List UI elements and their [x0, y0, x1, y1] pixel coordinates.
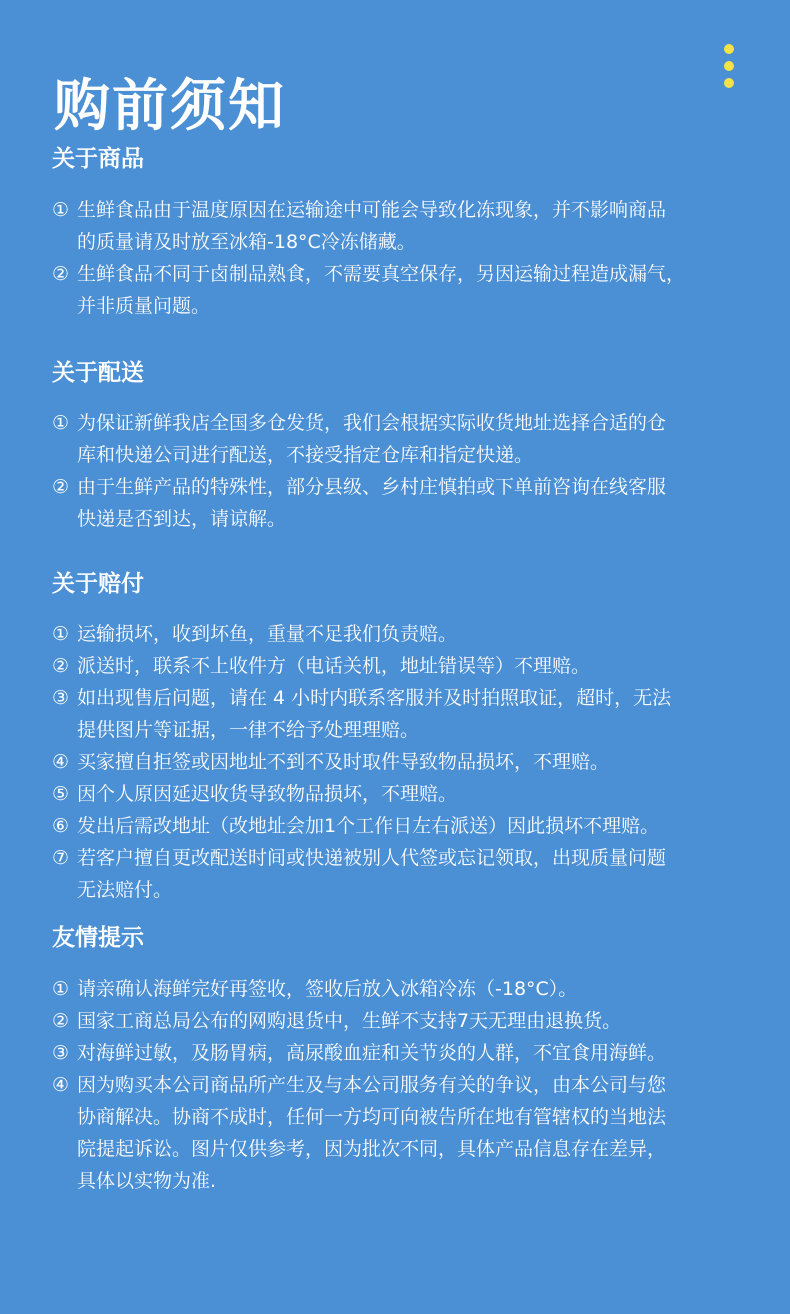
- list-item: [52, 650, 762, 682]
- item-number: ⑦: [52, 847, 70, 869]
- item-number: ④: [52, 1074, 70, 1096]
- item-text: 买家擅自拒签或因地址不到不及时取件导致物品损坏，不理赔。: [77, 751, 610, 773]
- item-number: ②: [52, 263, 70, 285]
- item-number: ①: [52, 978, 70, 1000]
- list-item: [52, 746, 762, 778]
- item-number: ③: [52, 687, 70, 709]
- item-number: ④: [52, 751, 70, 773]
- item-number: ⑥: [52, 815, 70, 837]
- more-dot: [724, 44, 734, 54]
- item-text: 由于生鲜产品的特殊性，部分县级、乡村庄慎拍或下单前咨询在线客服 快递是否到达，请谅解。: [77, 476, 667, 530]
- list-item: [52, 1069, 762, 1197]
- list-item: [52, 471, 762, 535]
- more-dot: [724, 78, 734, 88]
- item-text: 对海鲜过敏，及肠胃病，高尿酸血症和关节炎的人群，不宜食用海鲜。: [77, 1042, 667, 1064]
- section-compensation: [52, 568, 762, 906]
- item-text: 请亲确认海鲜完好再签收，签收后放入冰箱冷冻（-18°C）。: [77, 978, 578, 1000]
- section-heading: 关于配送: [52, 360, 144, 386]
- list-item: [52, 682, 762, 746]
- item-text: 派送时，联系不上收件方（电话关机，地址错误等）不理赔。: [77, 655, 591, 677]
- section-tips: [52, 922, 762, 1197]
- item-number: ①: [52, 623, 70, 645]
- notice-list: [52, 973, 762, 1197]
- item-text: 运输损坏，收到坏鱼，重量不足我们负责赔。: [77, 623, 458, 645]
- item-number: ①: [52, 412, 70, 434]
- section-heading: 关于赔付: [52, 571, 144, 597]
- item-text: 国家工商总局公布的网购退货中，生鲜不支持7天无理由退换货。: [77, 1010, 622, 1032]
- item-text: 因为购买本公司商品所产生及与本公司服务有关的争议，由本公司与您 协商解决。协商不成时，任何一方均可向被告所在地有管辖权的当地法 院提起诉讼。图片仅供参考，因为批次不同，具体产品信息存在差异， 具体以实物为准.: [77, 1074, 667, 1192]
- list-item: [52, 973, 762, 1005]
- item-text: 因个人原因延迟收货导致物品损坏，不理赔。: [77, 783, 458, 805]
- item-number: ⑤: [52, 783, 70, 805]
- list-item: [52, 1005, 762, 1037]
- more-menu-icon[interactable]: [722, 44, 736, 88]
- list-item: [52, 1037, 762, 1069]
- list-item: [52, 258, 762, 322]
- list-item: [52, 778, 762, 810]
- list-item: [52, 810, 762, 842]
- more-dot: [724, 61, 734, 71]
- list-item: [52, 407, 762, 471]
- item-number: ②: [52, 1010, 70, 1032]
- section-heading: 友情提示: [52, 925, 144, 951]
- item-text: 如出现售后问题，请在 4 小时内联系客服并及时拍照取证，超时，无法 提供图片等证据，一律不给予处理理赔。: [77, 687, 672, 741]
- item-text: 生鲜食品不同于卤制品熟食，不需要真空保存，另因运输过程造成漏气， 并非质量问题。: [77, 263, 686, 317]
- item-number: ②: [52, 655, 70, 677]
- item-number: ①: [52, 199, 70, 221]
- list-item: [52, 618, 762, 650]
- notice-list: [52, 618, 762, 906]
- item-text: 发出后需改地址（改地址会加1个工作日左右派送）因此损坏不理赔。: [77, 815, 660, 837]
- notice-list: [52, 407, 762, 535]
- item-number: ③: [52, 1042, 70, 1064]
- list-item: [52, 842, 762, 906]
- notice-list: [52, 194, 762, 322]
- section-heading: 关于商品: [52, 146, 144, 172]
- item-text: 若客户擅自更改配送时间或快递被别人代签或忘记领取，出现质量问题 无法赔付。: [77, 847, 667, 901]
- item-text: 为保证新鲜我店全国多仓发货，我们会根据实际收货地址选择合适的仓 库和快递公司进行配送，不接受指定仓库和指定快递。: [77, 412, 667, 466]
- page-title: 购前须知: [54, 73, 286, 139]
- item-text: 生鲜食品由于温度原因在运输途中可能会导致化冻现象，并不影响商品 的质量请及时放至冰箱-18°C冷冻储藏。: [77, 199, 667, 253]
- item-number: ②: [52, 476, 70, 498]
- list-item: [52, 194, 762, 258]
- section-product: [52, 143, 762, 322]
- section-delivery: [52, 357, 762, 535]
